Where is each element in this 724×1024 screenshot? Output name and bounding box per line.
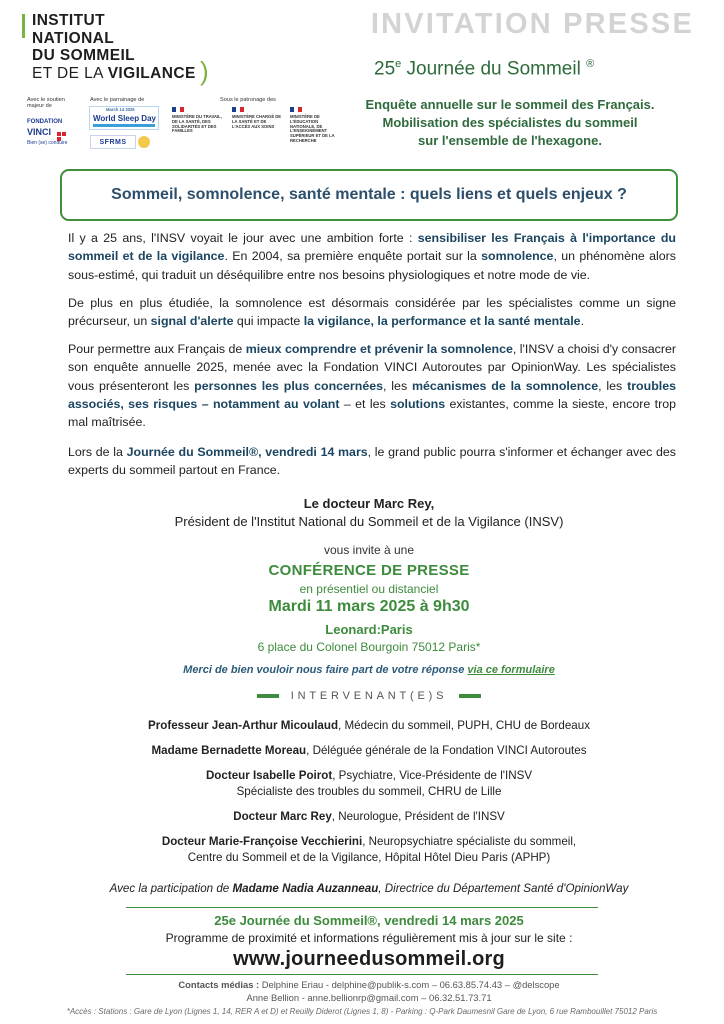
contact-1-text: Delphine Eriau - delphine@publik-s.com – 06.63.85.74.43 – @delscope: [259, 979, 560, 990]
patronage-caption: Sous le patronage des: [220, 97, 276, 103]
parrainage-caption: Avec le parrainage de: [90, 97, 145, 103]
ministry-block-3: [290, 107, 338, 144]
p3-bold: mieux comprendre et prévenir la somnolence: [245, 342, 513, 356]
p2-bold: la vigilance, la performance et la santé mentale: [303, 314, 581, 329]
p2-text: qui impacte: [233, 314, 304, 329]
ministry-block-2: [232, 107, 284, 129]
speaker-desc: , Neuropsychiatre spécialiste du sommeil,: [362, 835, 577, 848]
journee-du-sommeil-title: [374, 58, 594, 80]
p2-text: .: [580, 314, 585, 329]
subhead-line-2: Mobilisation des spécialistes du sommeil: [382, 115, 638, 130]
p1-text: , un phénomène alors sous-estimé, qui traduit un déséquilibre entre nos besoins physiologiques et notre mode de vie.: [68, 249, 676, 282]
speaker-item: [60, 718, 678, 734]
paragraph-enquete: [68, 340, 676, 431]
venue-address: 6 place du Colonel Bourgoin 75012 Paris*: [257, 640, 481, 654]
p2-text: De plus en plus étudiée, la somnolence est désormais considérée par les spécialistes comme un signe précurseur, un: [68, 296, 676, 329]
participation-prefix: Avec la participation de: [109, 882, 233, 895]
speaker-name: Docteur Marc Rey: [233, 810, 332, 823]
paragraph-somnolence: [68, 294, 676, 331]
ministry-2-label: MINISTÈRE CHARGÉ DE LA SANTÉ ET DE L'ACCÈS AUX SOINS: [232, 114, 282, 129]
world-sleep-day-logo: [89, 106, 159, 130]
soutien-caption: Avec le soutien majeur de: [27, 97, 65, 110]
website-link[interactable]: www.journeedusommeil.org: [233, 948, 505, 970]
logo-line-1: INSTITUT: [32, 12, 105, 29]
ministry-1-label: MINISTÈRE DU TRAVAIL, DE LA SANTÉ, DES SOLIDARITÉS ET DES FAMILLES: [172, 114, 222, 134]
attendance-mode: en présentiel ou distanciel: [299, 582, 439, 596]
speaker-desc-line-2: Centre du Sommeil et de la Vigilance, Hôpital Hôtel Dieu Paris (APHP): [187, 851, 551, 864]
invites-text: vous invite à une: [323, 543, 415, 557]
p3-bold: personnes les plus concernées: [194, 378, 383, 393]
rsvp-line: [60, 664, 678, 676]
french-flag-icon: [290, 107, 302, 112]
logo-line-3: DU SOMMEIL: [32, 47, 136, 64]
speaker-name: Professeur Jean-Arthur Micoulaud: [148, 719, 339, 732]
venue-name: Leonard:Paris: [325, 622, 413, 637]
p3-text: , les: [598, 378, 628, 393]
footer-divider-bottom: [126, 974, 598, 975]
vinci-tagline: Bien (se) conduire: [27, 140, 68, 146]
host-name: Le docteur Marc Rey,: [303, 496, 435, 511]
ministry-block-1: [172, 107, 224, 134]
conference-title: CONFÉRENCE DE PRESSE: [268, 562, 470, 579]
conference-date: Mardi 11 mars 2025 à 9h30: [268, 598, 470, 615]
participation-name: Madame Nadia Auzanneau: [232, 882, 379, 895]
media-contact-2: Anne Bellion - anne.bellionrp@gmail.com – 06.32.51.73.71: [246, 992, 492, 1003]
participation-line: [60, 882, 678, 895]
p1-text: . En 2004, sa première enquête portait sur la: [224, 249, 482, 264]
subheading: [340, 96, 680, 150]
subhead-line-1: Enquête annuelle sur le sommeil des Français.: [365, 97, 655, 112]
wsd-name: World Sleep Day: [93, 114, 156, 123]
intervenants-title: INTERVENANT(E)S: [290, 690, 448, 702]
logo-line-2: NATIONAL: [32, 29, 115, 47]
heading-dash-left: [257, 694, 279, 698]
fondation-label: FONDATION: [27, 119, 63, 125]
rsvp-text: Merci de bien vouloir nous faire part de votre réponse: [183, 664, 468, 676]
logo-paren-mark: ): [200, 56, 209, 86]
speaker-name: Docteur Marie-Françoise Vecchierini: [161, 835, 363, 848]
sfrms-label: SFRMS: [99, 138, 127, 146]
p4-text: Lors de la: [68, 445, 127, 459]
p3-bold: solutions: [390, 396, 446, 411]
heading-dash-right: [459, 694, 481, 698]
vinci-logo: VINCI: [27, 127, 52, 137]
rsvp-form-link[interactable]: via ce formulaire: [467, 664, 555, 676]
french-flag-icon: [172, 107, 184, 112]
p4-text: , le grand public pourra s'informer et échanger avec des experts du sommeil partout en France.: [68, 445, 677, 478]
p3-text: Pour permettre aux Français de: [68, 342, 246, 356]
paragraph-intro: [68, 229, 676, 284]
french-flag-icon: [232, 107, 244, 112]
speaker-desc: , Médecin du sommeil, PUPH, CHU de Bordeaux: [338, 719, 590, 732]
p3-text: , les: [383, 378, 413, 393]
sfrms-moon-icon: [138, 136, 150, 148]
footer-event-line: 25e Journée du Sommeil®, vendredi 14 mars 2025: [214, 913, 524, 928]
host-role: Président de l'Institut National du Sommeil et de la Vigilance (INSV): [174, 514, 564, 529]
speaker-name: Docteur Isabelle Poirot: [205, 769, 333, 782]
insv-logo: [32, 12, 196, 82]
speaker-desc: , Déléguée générale de la Fondation VINCI Autoroutes: [306, 744, 587, 757]
speaker-desc-line-2: Spécialiste des troubles du sommeil, CHRU de Lille: [236, 785, 502, 798]
p1-text: Il y a 25 ans, l'INSV voyait le jour avec une ambition forte :: [68, 231, 418, 245]
jds-number: 25: [374, 58, 396, 80]
footer-program-line: Programme de proximité et informations régulièrement mis à jour sur le site :: [165, 931, 573, 945]
p1-bold: somnolence: [481, 249, 554, 264]
speaker-item: [60, 743, 678, 759]
jds-registered: ®: [586, 58, 595, 70]
speaker-item: [60, 809, 678, 825]
logo-line-4: [32, 65, 196, 83]
footer-divider-top: [126, 907, 598, 908]
paragraph-journee: [68, 443, 676, 480]
access-info: *Accès : Stations : Gare de Lyon (Lignes 1, 14, RER A et D) et Reuilly Diderot (Lignes 1, 8) - Parking : Q-Park Daumesnil Gare de Lyon, 6 rue Rambouillet 75012 Paris: [66, 1007, 658, 1016]
contacts-label: Contacts médias :: [178, 979, 260, 990]
intervenants-heading: [60, 690, 678, 702]
p3-bold: troubles associés, ses risques – notamment au volant: [68, 378, 676, 411]
p3-text: existantes, comme la sieste, encore trop mal maîtrisée.: [68, 396, 676, 430]
p3-bold: mécanismes de la somnolence: [412, 378, 599, 393]
p2-bold: signal d'alerte: [150, 314, 234, 329]
logo-line-4-bold: VIGILANCE: [107, 64, 196, 82]
ministry-3-label: MINISTÈRE DE L'ÉDUCATION NATIONALE, DE L'ENSEIGNEMENT SUPÉRIEUR ET DE LA RECHERCHE: [290, 114, 335, 143]
speaker-desc: , Neurologue, Président de l'INSV: [331, 810, 505, 823]
logo-line-4-light: ET DE LA: [32, 64, 108, 82]
p3-text: – et les: [339, 396, 391, 411]
participation-suffix: , Directrice du Département Santé d'OpinionWay: [378, 882, 629, 895]
topic-banner: Sommeil, somnolence, santé mentale : quels liens et quels enjeux ?: [60, 169, 678, 221]
vinci-mark-icon: [57, 128, 66, 137]
logo-accent-bar: [22, 14, 25, 38]
speaker-name: Madame Bernadette Moreau: [151, 744, 307, 757]
p1-bold: sensibiliser les Français à l'importance du sommeil et de la vigilance: [68, 231, 677, 264]
speaker-item: [60, 834, 678, 866]
sfrms-logo: [90, 135, 136, 149]
speaker-item: [60, 768, 678, 800]
jds-text: Journée du Sommeil: [401, 58, 581, 80]
p3-text: , l'INSV a choisi d'y consacrer son enquête annuelle 2025, menée avec la Fondation VINCI Autoroutes par OpinionWay. Les spécialistes vous présenteront les: [68, 342, 676, 393]
subhead-line-3: sur l'ensemble de l'hexagone.: [418, 133, 602, 148]
jds-sup: e: [395, 58, 402, 70]
p4-bold: Journée du Sommeil®, vendredi 14 mars: [126, 445, 368, 459]
wsd-date: March 14 2025: [106, 107, 135, 112]
media-contact-1: [60, 979, 678, 990]
invitation-presse-title: INVITATION PRESSE: [370, 8, 694, 40]
wsd-bar: [93, 124, 155, 127]
speaker-desc: , Psychiatre, Vice-Présidente de l'INSV: [332, 769, 533, 782]
